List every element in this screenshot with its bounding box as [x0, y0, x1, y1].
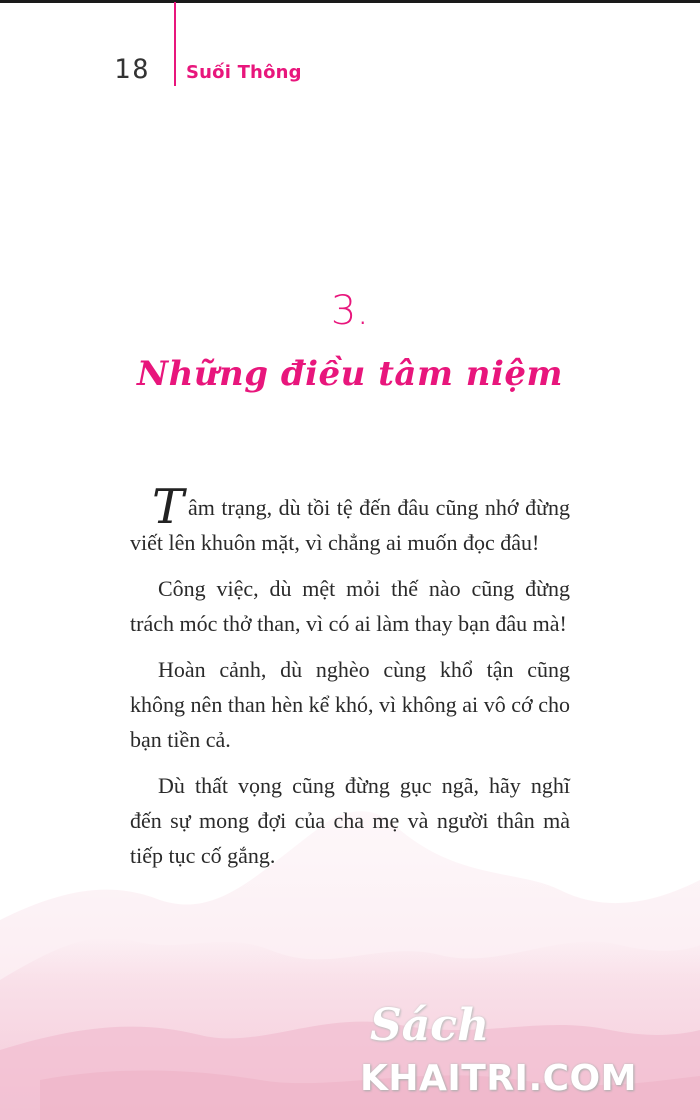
- paragraph-4: Dù thất vọng cũng đừng gục ngã, hãy nghĩ đến sự mong đợi của cha mẹ và người thân mà tiếp tục cố gắng.: [130, 773, 570, 868]
- header-divider: [174, 2, 176, 86]
- watermark-script: Sách: [370, 1000, 490, 1051]
- paragraph-3: Hoàn cảnh, dù nghèo cùng khổ tận cũng không nên than hèn kể khó, vì không ai vô cớ cho bạn tiền cả.: [130, 657, 570, 752]
- chapter-title: Những điều tâm niệm: [136, 354, 564, 394]
- paragraph-1: [130, 479, 570, 560]
- paragraph-2: Công việc, dù mệt mỏi thế nào cũng đừng trách móc thở than, vì có ai làm thay bạn đâu mà!: [130, 576, 570, 636]
- running-title: Suối Thông: [186, 62, 302, 83]
- chapter-heading: [0, 280, 700, 394]
- page-number: 18: [114, 54, 151, 85]
- chapter-number: 3.: [330, 288, 370, 334]
- dropcap: T: [152, 479, 185, 535]
- watermark-brand: KHAITRI.COM: [360, 1058, 637, 1099]
- page-header: [0, 0, 700, 100]
- paragraph-1-text: âm trạng, dù tồi tệ đến đâu cũng nhớ đừng viết lên khuôn mặt, vì chẳng ai muốn đọc đâu!: [130, 495, 570, 555]
- body-text: [130, 479, 570, 884]
- watermark-logo: [358, 1000, 700, 1120]
